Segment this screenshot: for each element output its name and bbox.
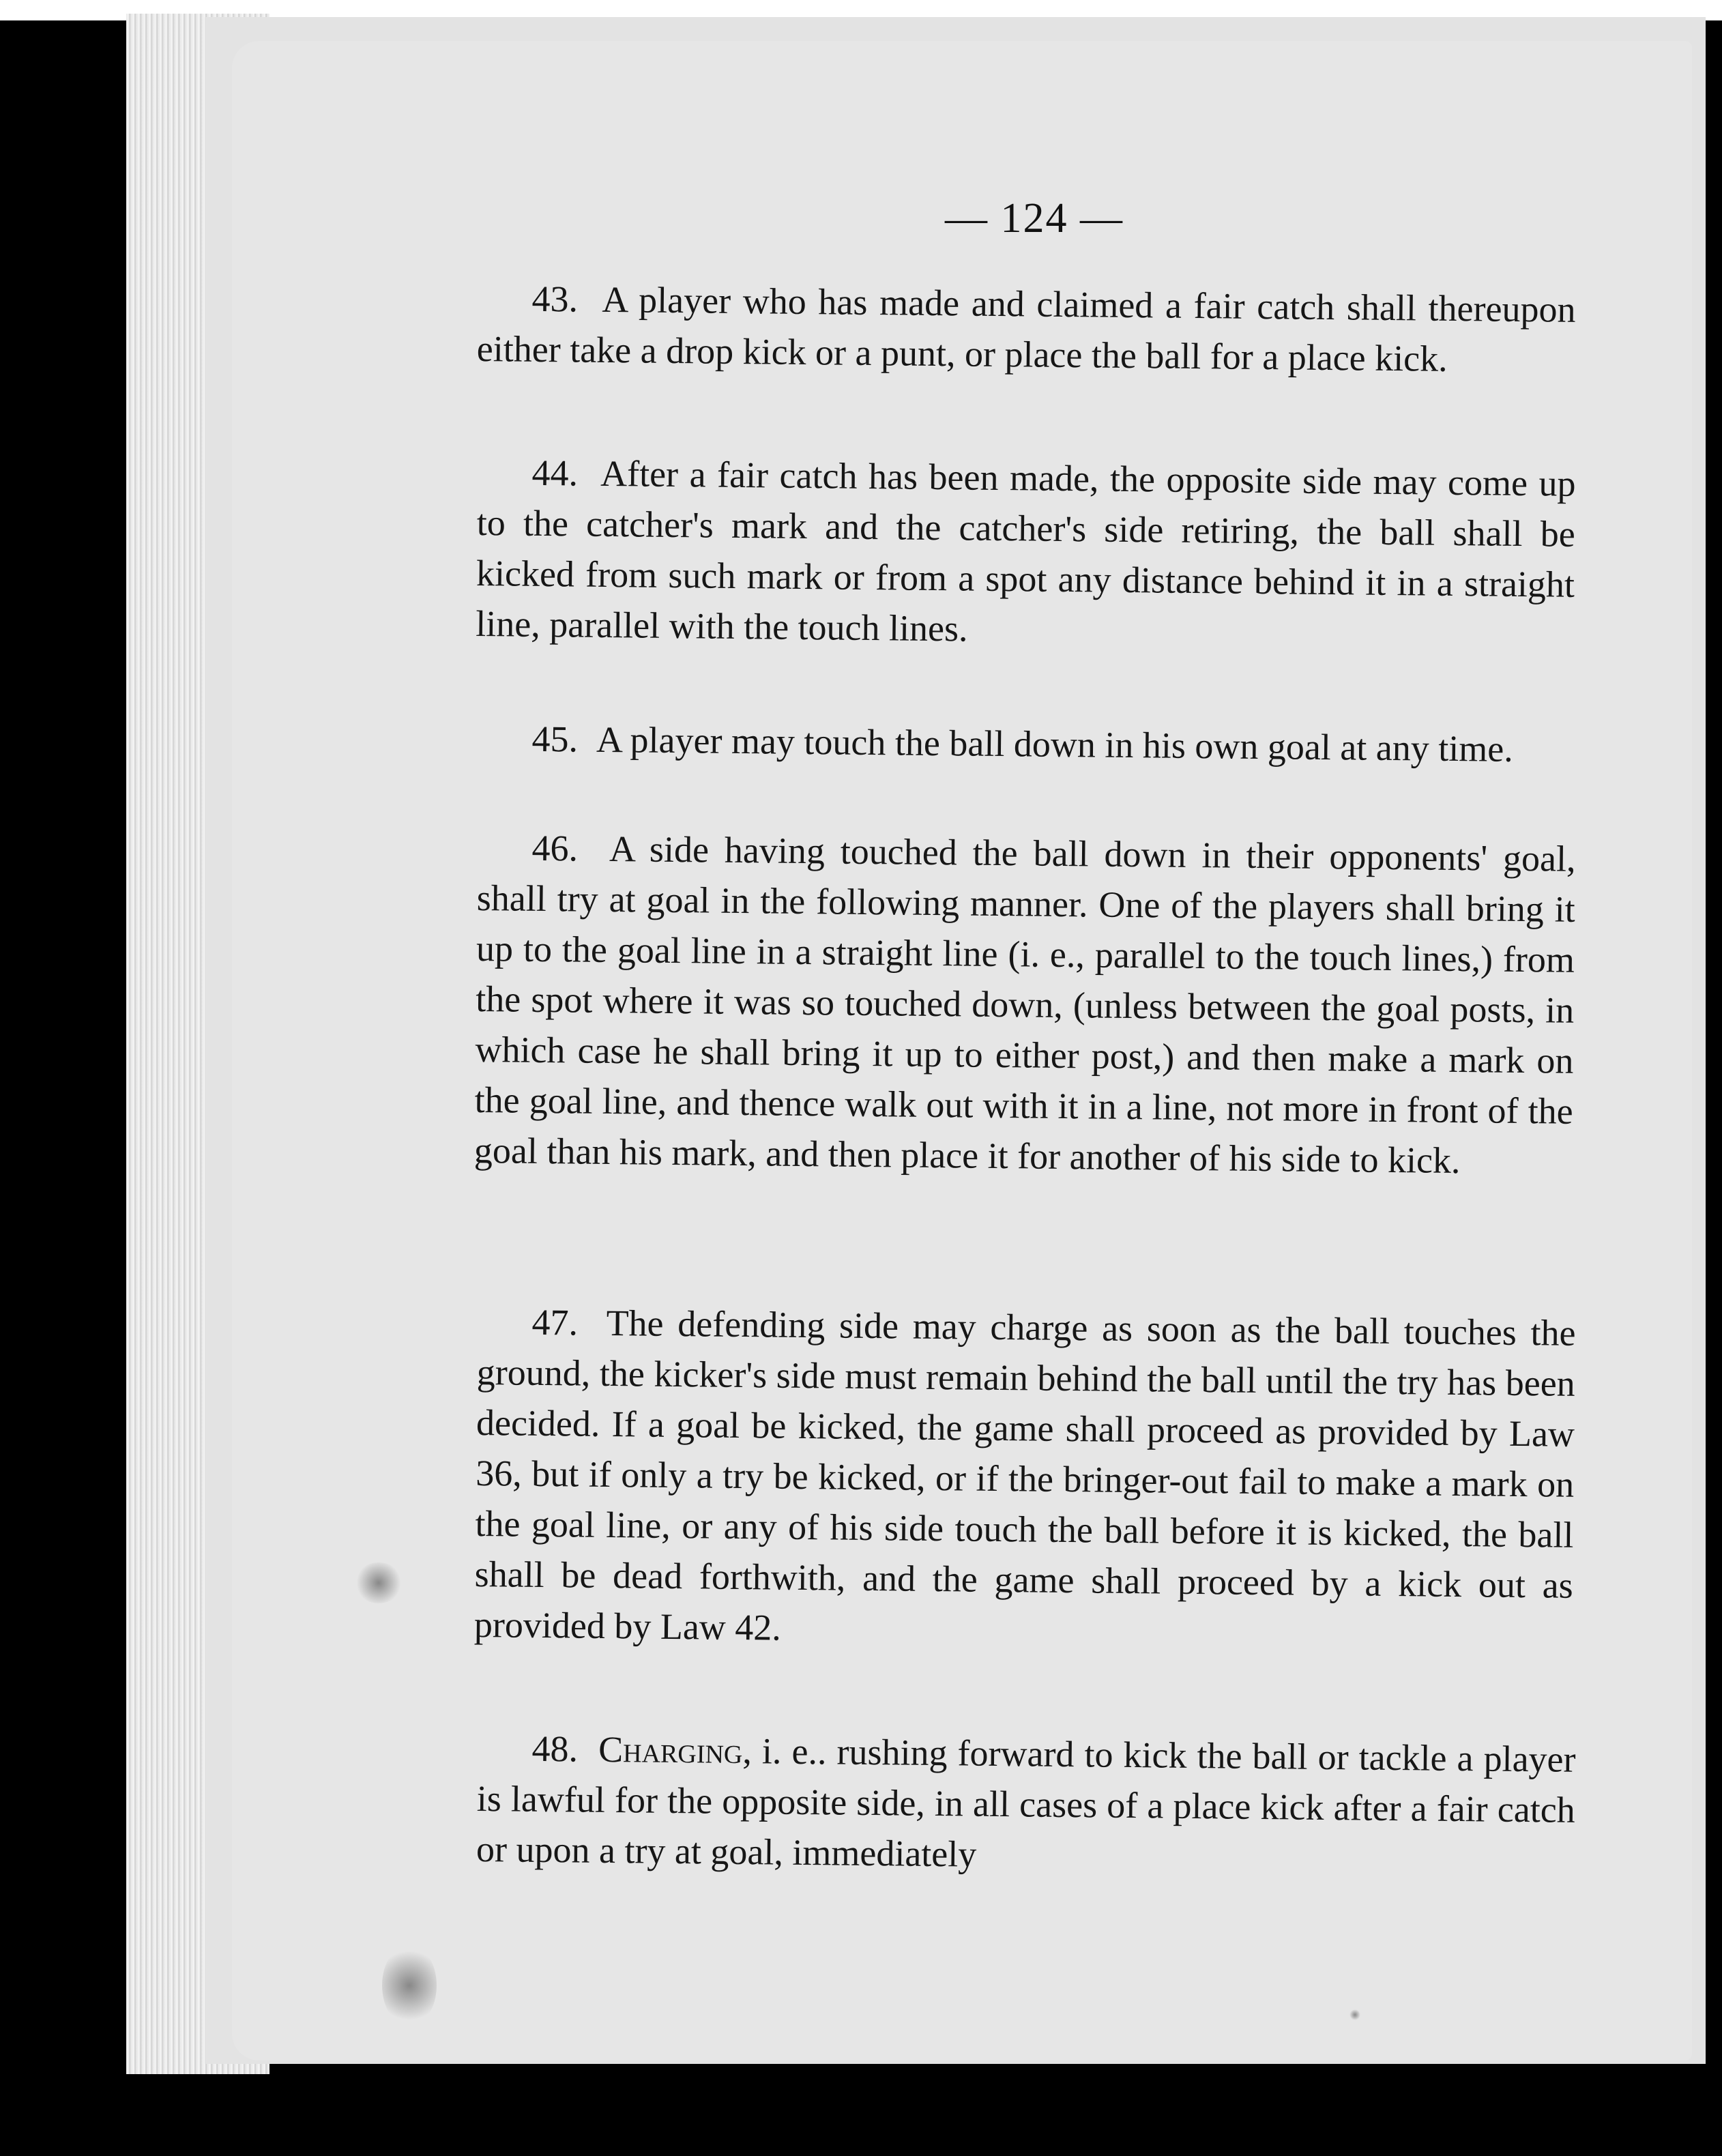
law-48 — [476, 1723, 1576, 1886]
law-text: A player may touch the ball down in his own goal at any time. — [596, 718, 1514, 770]
law-text: The defending side may charge as soon as the ball touches the ground, the kicker's side must remain behind the ball until the try has been decided. If a goal be kicked, the game shall proceed as provided by Law 36, but if only a try be kicked, or if the bringer-out fail to make a mark on the goal line, or any of his side touch the ball before it is kicked, the ball shall be dead forthwith, and the game shall proceed by a kick out as provided by Law 42. — [473, 1302, 1576, 1648]
law-text: A player who has made and claimed a fair catch shall thereupon either take a drop kick or a punt, or place the ball for a place kick. — [476, 278, 1576, 379]
scan-smudge — [355, 1562, 403, 1603]
law-47 — [474, 1296, 1576, 1661]
law-number: 44. — [531, 452, 579, 494]
law-number: 43. — [531, 278, 579, 320]
law-number: 48. — [531, 1728, 579, 1770]
law-46 — [474, 822, 1576, 1187]
law-43 — [476, 273, 1575, 385]
law-number: 47. — [531, 1301, 579, 1343]
law-text: After a fair catch has been made, the opposite side may come up to the catcher's mark and the catcher's side retiring, the ball shall be kicked from such mark or from a spot any distance behind it in a straight line, parallel with the touch lines. — [475, 452, 1576, 650]
law-text: i. e.. rushing forward to kick the ball or tackle a player is lawful for the opposite side, in all cases of a place kick after a fair catch or upon a try at goal, immediately — [476, 1730, 1576, 1875]
scan-speck — [1349, 2009, 1360, 2020]
law-number: 45. — [531, 718, 579, 760]
law-44 — [476, 447, 1576, 660]
law-lead: Charging, — [598, 1728, 753, 1772]
law-text: A side having touched the ball down in their opponents' goal, shall try at goal in the following manner. One of the players shall bring it up to the goal line in a straight line (i. e., parallel to the touch lines,) from the spot where it was so touched down, (unless between the goal posts, in which case he shall bring it up to either post,) and then make a mark on the goal line, and thence walk out with it in a line, not more in front of the goal than his mark, and then place it for another of his side to kick. — [473, 828, 1576, 1182]
law-number: 46. — [531, 827, 579, 869]
scan-smudge — [382, 1944, 437, 2026]
page-number: — 124 — — [945, 195, 1124, 242]
